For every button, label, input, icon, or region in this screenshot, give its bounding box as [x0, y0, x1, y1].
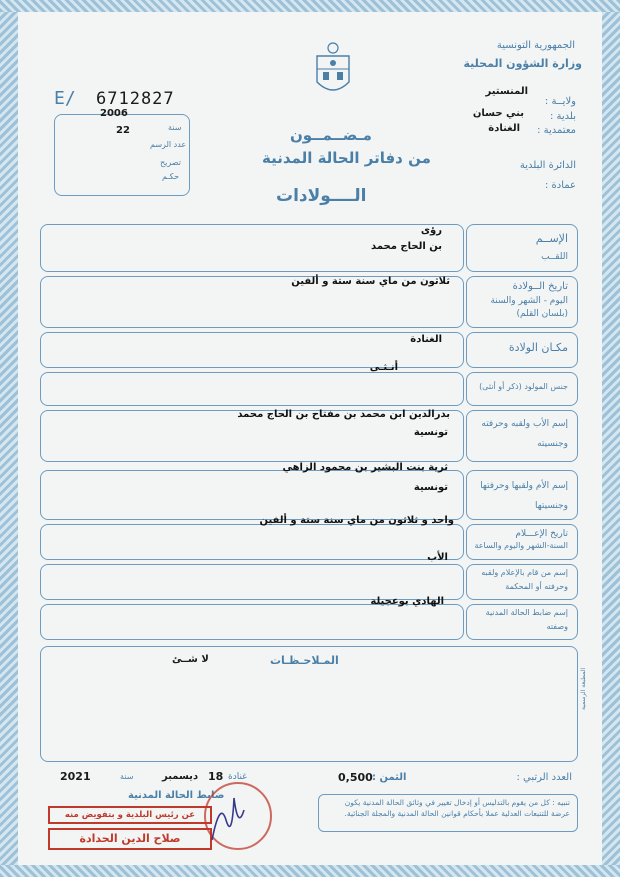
officer-name-stamp: صلاح الدين الحدادة — [48, 828, 212, 850]
officer-signature-label: ضابط الحالة المدنية — [128, 790, 225, 801]
row-declarant-value-box — [40, 564, 464, 600]
row-father-sublabel: وجنسيته — [537, 439, 568, 449]
imada-label: عمادة : — [544, 180, 576, 191]
daira-label: الدائرة البلدية — [519, 160, 576, 171]
tunisia-emblem-icon — [312, 40, 354, 100]
row-officer-value-box — [40, 604, 464, 640]
price-label: الثمن : — [372, 772, 407, 783]
row-mother-value: ثرية بنت البشير بن محمود الزاهي — [282, 462, 448, 473]
security-border-left — [0, 0, 18, 877]
row-surname-value: بن الحاج محمد — [371, 241, 442, 252]
row-birthdate-value: ثلاثون من ماي سنة ستة و ألفين — [291, 276, 450, 287]
declaration-label: تصريح — [160, 158, 181, 167]
notes-label: المـلاحـظـات — [270, 654, 339, 667]
row-declaration-date-value: واحد و ثلاثون من ماي سنة ستة و ألفين — [259, 515, 454, 526]
title-registers: من دفاتر الحالة المدنية — [262, 149, 431, 167]
row-mother-value-box — [40, 470, 464, 520]
wilaya-value: المنستير — [485, 86, 528, 97]
mutamadiya-label: معتمدية : — [537, 125, 576, 136]
row-sex-label: جنس المولود (ذكر أو أنثى) — [479, 382, 568, 391]
place-label: غنادة — [228, 772, 247, 782]
security-border-top — [0, 0, 620, 12]
security-border-bottom — [0, 865, 620, 877]
row-declaration-date-label: تاريخ الإعـــلام — [515, 529, 568, 539]
row-birthplace-label: مكـان الولادة — [508, 341, 568, 354]
price-value: 0,500 — [338, 771, 373, 784]
row-mother-sublabel: وجنسيتها — [535, 501, 568, 511]
republic-title: الجمهورية التونسية — [496, 40, 575, 51]
row-officer-value: الهادي بوعجيلة — [370, 596, 444, 607]
row-surname-label: اللقــب — [541, 252, 568, 262]
security-border-right — [602, 0, 620, 877]
row-declaration-date-value-box — [40, 524, 464, 560]
row-mother-label: إسم الأم ولقبها وحرفتها — [480, 481, 568, 491]
row-declarant-label: إسم من قام بالإعلام ولقبه — [481, 568, 568, 577]
row-father-label: إسم الأب ولقبه وحرفته — [481, 419, 568, 429]
row-declaration-date-sublabel: السنة-الشهر واليوم والساعة — [474, 541, 568, 550]
mutamadiya-value: الغنادة — [488, 123, 520, 134]
record-number-label: عدد الرسم — [150, 140, 187, 149]
record-year-value: 2006 — [100, 108, 128, 119]
baladiya-label: بلدية : — [549, 111, 576, 122]
row-birthdate-sublabel: اليوم - الشهر والسنة — [490, 296, 568, 306]
printer-code: المطبعة الرسمية — [580, 668, 587, 711]
row-father-nationality: تونسية — [413, 427, 448, 438]
row-name-label: الإســم — [535, 232, 568, 245]
document-code: E/ — [54, 88, 76, 109]
row-birthdate-label: تاريخ الــولادة — [512, 281, 568, 292]
row-officer-label: إسم ضابط الحالة المدنية — [485, 608, 568, 617]
row-officer-sublabel: وصفته — [546, 622, 568, 631]
date-year: 2021 — [60, 770, 91, 783]
row-mother-nationality: تونسية — [413, 482, 448, 493]
row-mother-label-box — [466, 470, 578, 520]
wilaya-label: ولايــة : — [544, 96, 576, 107]
row-sex-value-box — [40, 372, 464, 406]
date-day: 18 — [208, 770, 224, 783]
row-birthplace-value: الغنادة — [410, 334, 442, 345]
row-birthdate-note: (بلسان القلم) — [516, 309, 568, 319]
row-sex-value: أنـثـى — [369, 362, 398, 373]
signature-icon — [208, 790, 248, 846]
row-declarant-sublabel: وحرفته أو المحكمة — [505, 582, 568, 591]
record-year-label: سنة — [168, 123, 182, 132]
document-number: 6712827 — [96, 89, 175, 109]
row-name-value: رؤى — [420, 225, 442, 236]
delegation-stamp: عن رئيس البلدية و بتفويض منه — [48, 806, 212, 824]
date-month: ديسمبر — [162, 771, 199, 782]
row-declarant-value: الأب — [427, 552, 448, 563]
warning-text: تنبيه : كل من يقوم بالتدليس أو إدخال تغيير في وثائق الحالة المدنية يكون عرضة للتتبعات العدلية عملا بأحكام قوانين الحالة المدنية والمجلة الجنائية. — [344, 798, 570, 818]
baladiya-value: بني حسان — [472, 108, 524, 119]
record-number-value: 22 — [116, 125, 130, 136]
date-year-label: سنة — [120, 772, 134, 781]
row-father-value: بدرالدين ابن محمد بن مفتاح بن الحاج محمد — [237, 409, 450, 420]
judgment-label: حكـم — [162, 172, 180, 181]
serial-number-label: العدد الرتبي : — [516, 772, 572, 783]
ministry-title: وزارة الشؤون المحلية — [463, 57, 582, 70]
notes-value: لا شــئ — [172, 654, 209, 665]
title-births: الــــولادات — [276, 186, 367, 206]
row-birthplace-value-box — [40, 332, 464, 368]
title-extract: مـضــمــون — [290, 126, 372, 144]
